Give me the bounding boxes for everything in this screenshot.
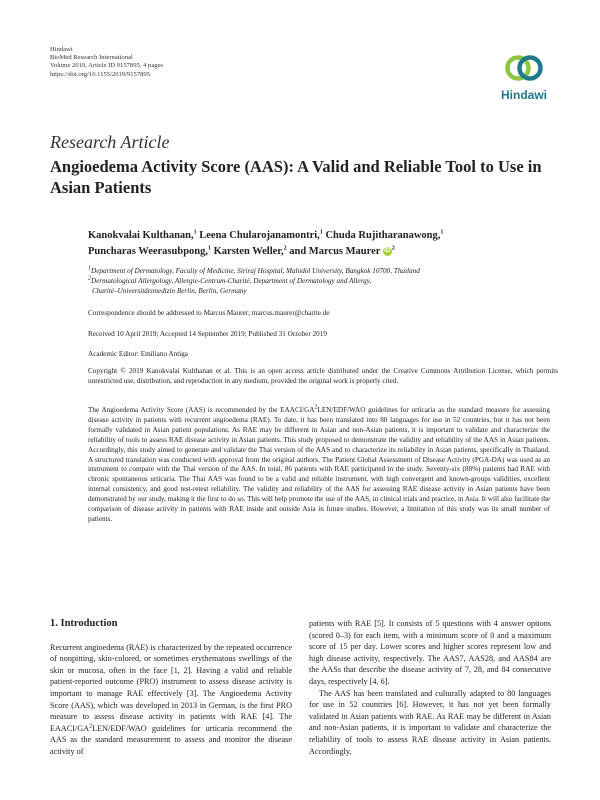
publisher-name: Hindawi bbox=[50, 46, 73, 53]
affiliation: Charité–Universitätsmedizin Berlin, Berlin, Germany bbox=[92, 287, 247, 295]
paragraph: The AAS has been translated and culturally adapted to 80 languages for use in 52 countries [6]. However, it has not yet been formally validated in Asian patients with RAE. As RAE may be different in Asian and non-Asian patients, it is important to validate and characterize the reliability of tools to assess RAE disease activity in Asian patients. Accordingly, bbox=[309, 688, 551, 756]
author-list bbox=[88, 228, 558, 260]
journal-meta bbox=[50, 46, 163, 79]
abstract: The Angioedema Activity Score (AAS) is recommended by the EAACI/$GA^2LEN/EDF$/WAO guidelines for urticaria as the standard measure for assessing disease activity in patients with recurrent angioedema (RAE). To date, it has been translated into 80 languages for use in 52 countries, but it has not been formally validated in Asian patient populations. As RAE may be different in Asian and non-Asian patients, it is important to validate and characterize the reliability of tools to assess RAE disease activity in Asian patients. This study proposed to demonstrate the validity and reliability of the AAS in Asian patients. Accordingly, this study aimed to generate and validate the Thai version of the AAS and to characterize its reliability in Asian patients, specifically in Thailand. A structured translation was conducted with approval from the original authors. The Patient Global Assessment of Disease Activity (PGA-DA) was used as an instrument to compare with the Thai version of the AAS. In total, 86 patients with RAE participated in the study. Seventy-six (88%) patients had RAE with chronic spontaneous urticaria. The Thai AAS was found to be a valid and reliable instrument, with high convergent and known-groups validities, excellent internal consistency, and good test-retest reliability. The validity and reliability of the AAS for assessing RAE disease activity in Asian patients have been demonstrated by our study, making it the first to do so. This will help promote the use of the AAS, in clinical trials and practice, in Asia. It will also facilitate the comparison of disease activity in patients with RAE inside and outside Asia in future studies. However, a limitation of this study was its small number of patients. bbox=[88, 404, 550, 523]
affiliation: $^1$Department of Dermatology, Faculty of Medicine, Siriraj Hospital, Mahidol University, Bangkok 10700, Thailand bbox=[88, 265, 420, 275]
volume-info: Volume 2019, Article ID 9157895, 4 pages bbox=[50, 62, 164, 70]
correspondence: Correspondence should be addressed to Marcus Maurer; marcus.maurer@charite.de bbox=[88, 309, 330, 317]
orcid-icon[interactable]: iD bbox=[384, 248, 391, 255]
author: Kanokvalai Kulthanan,$^1$ bbox=[88, 229, 197, 241]
author: and Marcus Maurer iD $^2$ bbox=[289, 245, 395, 257]
body-column-left bbox=[50, 618, 292, 758]
journal-name: BioMed Research International bbox=[50, 54, 133, 62]
section-heading: 1. Introduction bbox=[50, 618, 118, 629]
author: Karsten Weller,$^2$ bbox=[213, 245, 287, 257]
publication-dates: Received 10 April 2019; Accepted 14 September 2019; Published 31 October 2019 bbox=[88, 330, 327, 338]
paragraph: patients with RAE [5]. It consists of 5 questions with 4 answer options (scored 0–3) for each item, with a minimum score of 0 and a maximum score of 15 per day. Lower scores and higher scores represent low and high disease activity, respectively. The AAS7, AAS28, and AAS84 are the AASs that describe the disease activity of 7, 28, and 84 consecutive days, respectively [4, 6]. bbox=[309, 619, 551, 686]
body-column-right bbox=[309, 618, 551, 757]
author: Chuda Rujitharanawong,$^1$ bbox=[325, 229, 444, 241]
copyright-notice: Copyright © 2019 Kanokvalai Kulthanan et al. This is an open access article distributed under the Creative Commons Attribution License, which permits unrestricted use, distribution, and reproduction in any medium, provided the original work is properly cited. bbox=[88, 367, 558, 385]
logo-wordmark: Hindawi bbox=[500, 88, 547, 102]
academic-editor: Academic Editor: Emiliano Antiga bbox=[88, 350, 188, 358]
article-title: Angioedema Activity Score (AAS): A Valid and Reliable Tool to Use in Asian Patients bbox=[50, 157, 542, 197]
affiliations bbox=[88, 266, 558, 296]
doi-link[interactable]: https://doi.org/10.1155/2019/9157895 bbox=[50, 70, 151, 78]
author: Leena Chularojanamontri,$^1$ bbox=[199, 229, 323, 241]
author: Puncharas Weerasubpong,$^1$ bbox=[88, 245, 211, 257]
paragraph: Recurrent angioedema (RAE) is characterized by the repeated occurrence of nonpitting, skin-colored, or sometimes erythematous swellings of the skin or mucosa, often in the face [1, 2]. Having a valid and reliable patient-reported outcome (PRO) instrument to assess disease activity is important to manage RAE effectively [3]. The Angioedema Activity Score (AAS), which was developed in 2013 in German, is the first PRO measure to assess disease activity in patients with RAE [4]. The EAACI/$GA^2LEN/EDF$/WAO guidelines for urticaria recommend the AAS as the standard measurement to assess and monitor the disease activity of bbox=[50, 642, 292, 756]
article-type: Research Article bbox=[50, 132, 170, 152]
affiliation: $^2$Dermatological Allergology, Allergie-Centrum-Charité, Department of Dermatology and Allergy, bbox=[88, 275, 372, 285]
